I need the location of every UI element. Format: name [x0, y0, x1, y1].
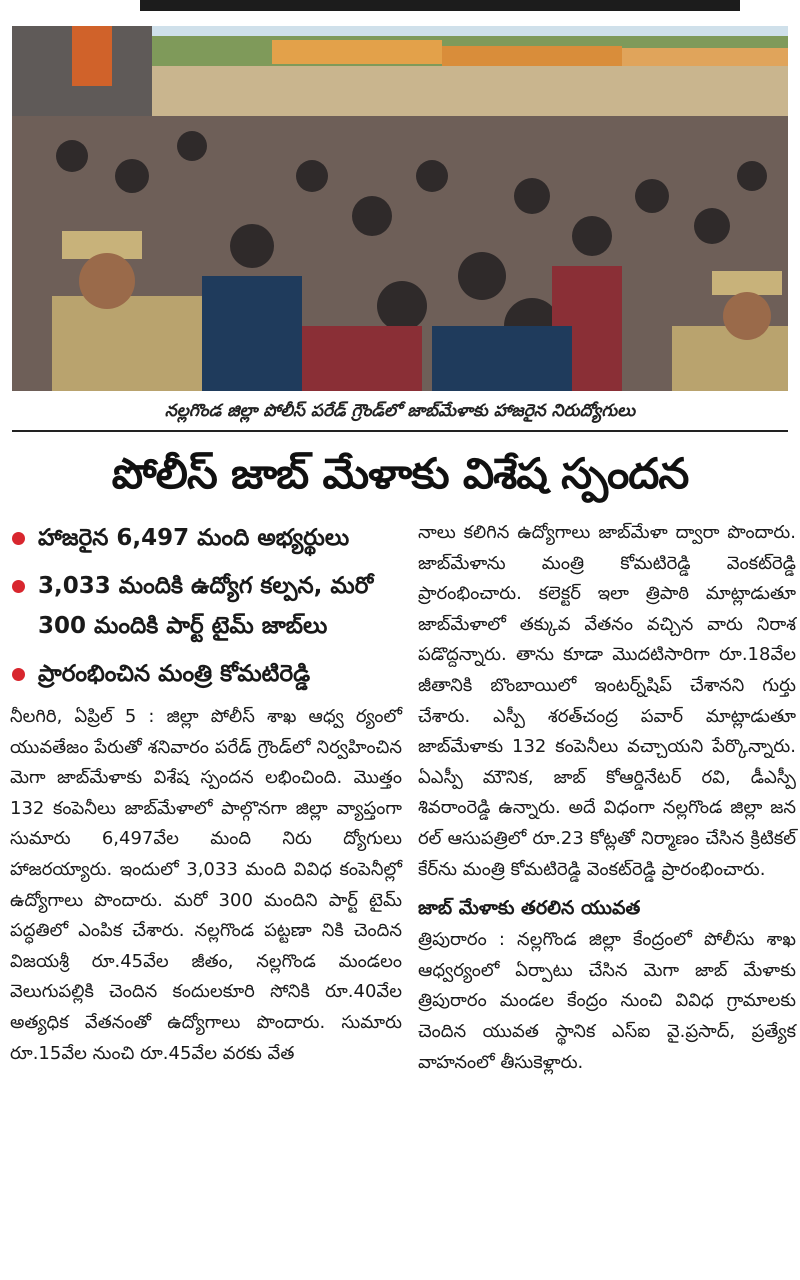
highlight-text: హాజరైన 6,497 మంది అభ్యర్థులు: [38, 525, 350, 551]
bullet-icon: [12, 580, 25, 593]
highlight-item: [10, 518, 402, 558]
top-bar: [140, 0, 740, 11]
left-column: [10, 518, 402, 1069]
bullet-icon: [12, 668, 25, 681]
crowd-photo-illustration: [12, 26, 788, 391]
news-photo: [12, 26, 788, 391]
article-body-left: నీలగిరి, ఏప్రిల్ 5 : జిల్లా పోలీస్ శాఖ ఆధ్వ ర్యంలో యువతేజం పేరుతో శనివారం పరేడ్ గ్రౌండ్‌లో నిర్వహించిన మెగా జాబ్‌మేళాకు విశేష స్పందన లభించింది. మొత్తం 132 కంపెనీలు జాబ్‌మేళాలో పాల్గొనగా జిల్లా వ్యాప్తంగా సుమారు 6,497వేల మంది నిరు ద్యోగులు హాజరయ్యారు. ఇందులో 3,033 మంది వివిధ కంపెనీల్లో ఉద్యోగాలు పొందారు. మరో 300 మందిని పార్ట్ టైమ్ పద్ధతిలో ఎంపిక చేశారు. నల్లగొండ పట్టణా నికి చెందిన విజయశ్రీ రూ.45వేల జీతం, నల్లగొండ మండలం వెలుగుపల్లికి చెందిన కందులకూరి సోనికి రూ.40వేల అత్యధిక వేతనంతో ఉద్యోగాలు పొందారు. సుమారు రూ.15వేల నుంచి రూ.45వేల వరకు వేత: [10, 706, 402, 1064]
bullet-icon: [12, 532, 25, 545]
highlight-item: [10, 654, 402, 694]
headline: పోలీస్ జాబ్ మేళాకు విశేష స్పందన: [111, 449, 689, 498]
highlight-item: [10, 566, 402, 646]
photo-caption-box: [12, 396, 788, 432]
article-body-right: నాలు కలిగిన ఉద్యోగాలు జాబ్‌మేళా ద్వారా పొందారు. జాబ్‌మేళాను మంత్రి కోమటిరెడ్డి వెంకట్‌రెడ్డి ప్రారంభించారు. కలెక్టర్ ఇలా త్రిపాఠి మాట్లాడుతూ జాబ్‌మేళాలో తక్కువ వేతనం వచ్చిన వారు నిరాశ పడొద్దన్నారు. తాను కూడా మొదటిసారిగా రూ.18వేల జీతానికి బొంబాయిలో ఇంటర్న్‌షిప్ చేశానని గుర్తు చేశారు. ఎస్పీ శరత్‌చంద్ర పవార్ మాట్లాడుతూ జాబ్‌మేళాకు 132 కంపెనీలు వచ్చాయని పేర్కొన్నారు. ఏఎస్పీ మౌనిక, జాబ్ కోఆర్డినేటర్ రవి, డీఎస్పీ శివరాంరెడ్డి ఉన్నారు. అదే విధంగా నల్లగొండ జిల్లా జన రల్ ఆసుపత్రిలో రూ.23 కోట్లతో నిర్మాణం చేసిన క్రిటికల్ కేర్‌ను మంత్రి కోమటిరెడ్డి వెంకట్‌రెడ్డి ప్రారంభించారు.: [418, 522, 796, 880]
right-column: [418, 518, 796, 1078]
highlight-text: 3,033 మందికి ఉద్యోగ కల్పన, మరో 300 మందికి పార్ట్ టైమ్ జాబ్‌లు: [38, 573, 374, 639]
sub-article-body: త్రిపురారం : నల్లగొండ జిల్లా కేంద్రంలో పోలీసు శాఖ ఆధ్వర్యంలో ఏర్పాటు చేసిన మెగా జాబ్ మేళాకు త్రిపురారం మండల కేంద్రం నుంచి వివిధ గ్రామాలకు చెందిన యువత స్థానిక ఎస్ఐ వై.ప్రసాద్, ప్రత్యేక వాహనంలో తీసుకెళ్లారు.: [418, 929, 796, 1073]
photo-caption: నల్లగొండ జిల్లా పోలీస్ పరేడ్ గ్రౌండ్‌లో జాబ్‌మేళాకు హాజరైన నిరుద్యోగులు: [164, 401, 636, 421]
highlight-text: ప్రారంభించిన మంత్రి కోమటిరెడ్డి: [38, 661, 311, 687]
subheading: జాబ్ మేళాకు తరలిన యువత: [418, 897, 641, 920]
